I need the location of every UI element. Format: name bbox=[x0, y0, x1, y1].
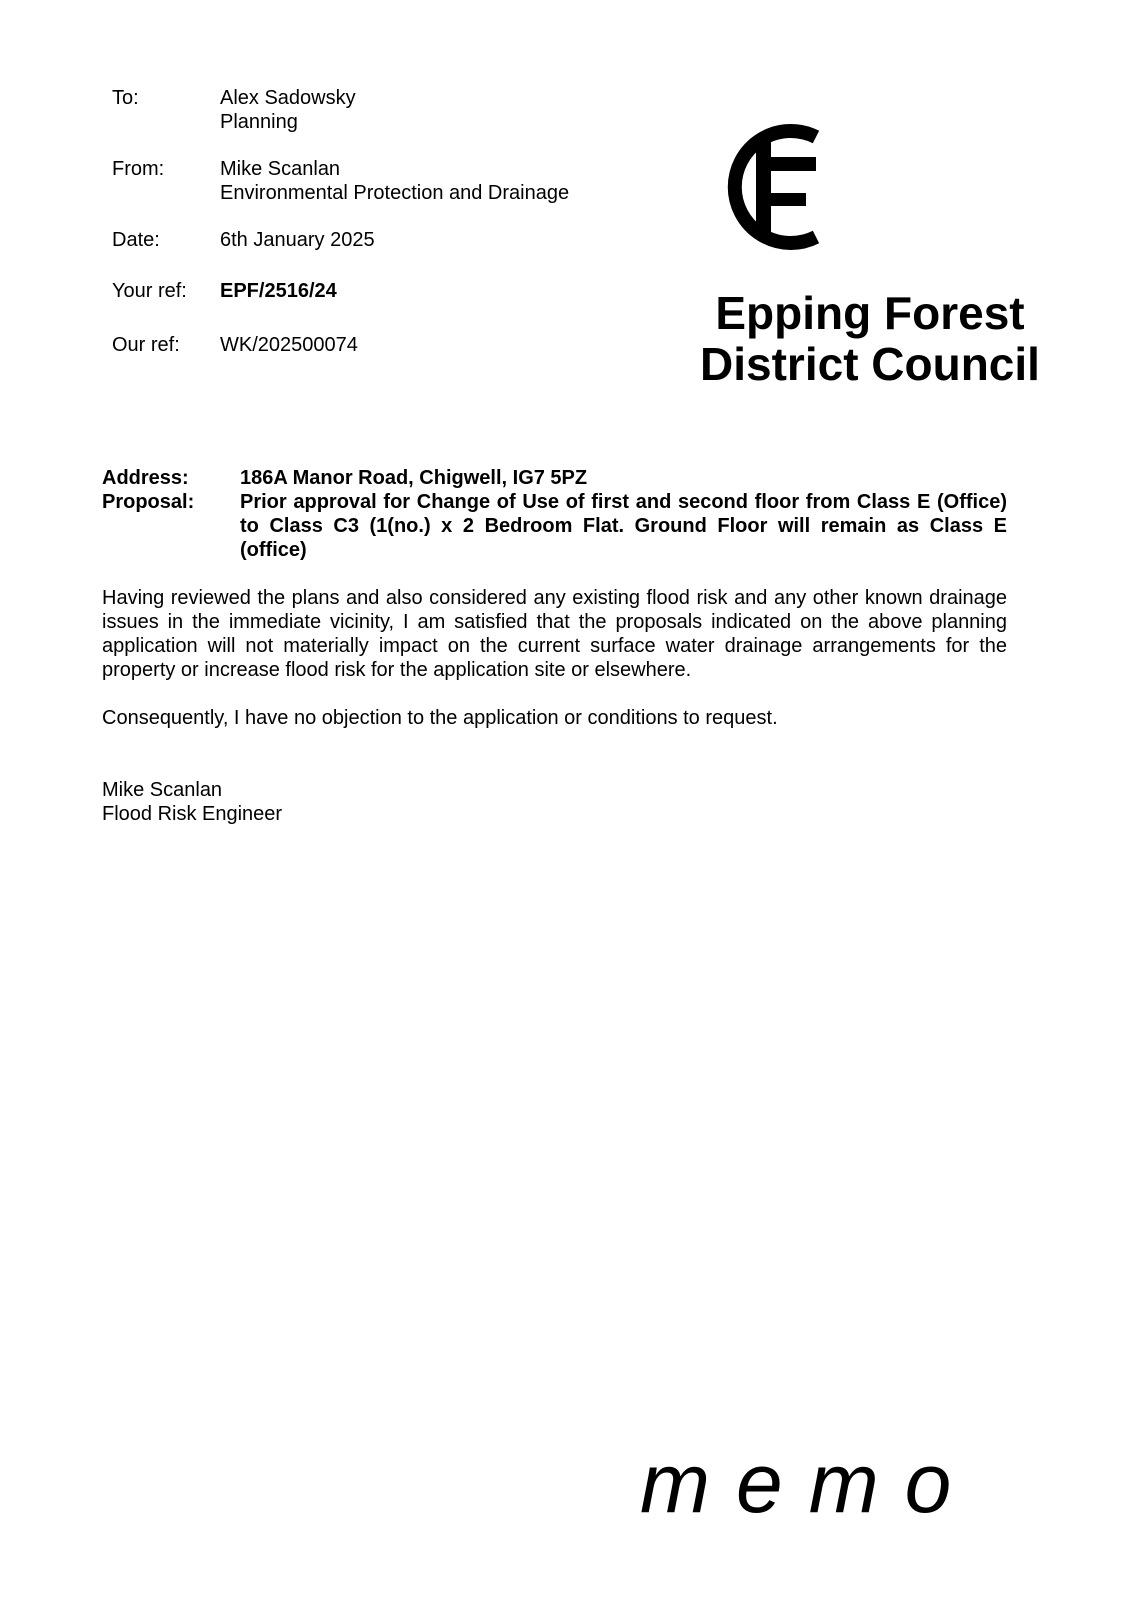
council-name-line1: Epping Forest bbox=[715, 287, 1025, 339]
signature-title: Flood Risk Engineer bbox=[102, 803, 283, 825]
our-ref-label: Our ref: bbox=[112, 334, 180, 356]
body-paragraph-1: Having reviewed the plans and also considered any existing flood risk and any other known drainage issues in the immediate vicinity, I am satisfied that the proposals indicated on the above planning application will not materially impact on the current surface water drainage arrangements for the property or increase flood risk for the application site or elsewhere. bbox=[102, 587, 1007, 681]
our-ref-value: WK/202500074 bbox=[220, 334, 358, 356]
subject-block bbox=[102, 466, 1007, 562]
epping-forest-logo-icon bbox=[712, 117, 832, 257]
date-value: 6th January 2025 bbox=[220, 229, 375, 251]
council-name-line2: District Council bbox=[700, 338, 1040, 390]
date-label: Date: bbox=[112, 229, 160, 251]
proposal-row bbox=[102, 490, 1007, 562]
to-name: Alex Sadowsky bbox=[220, 87, 356, 109]
memo-footer: memo bbox=[640, 1436, 978, 1530]
body-paragraph-2: Consequently, I have no objection to the application or conditions to request. bbox=[102, 707, 778, 729]
your-ref-label: Your ref: bbox=[112, 280, 187, 302]
address-value: 186A Manor Road, Chigwell, IG7 5PZ bbox=[240, 467, 588, 489]
address-row bbox=[102, 466, 1007, 490]
council-name bbox=[690, 288, 1050, 390]
your-ref-value: EPF/2516/24 bbox=[220, 280, 337, 302]
address-label: Address: bbox=[102, 467, 189, 489]
proposal-label: Proposal: bbox=[102, 491, 195, 513]
signature-block bbox=[102, 778, 282, 826]
from-label: From: bbox=[112, 158, 165, 180]
to-dept: Planning bbox=[220, 111, 298, 133]
from-name: Mike Scanlan bbox=[220, 158, 341, 180]
from-dept: Environmental Protection and Drainage bbox=[220, 182, 570, 204]
proposal-value: Prior approval for Change of Use of first and second floor from Class E (Office) to Class C3 (1(no.) x 2 Bedroom Flat. Ground Floor will remain as Class E (office) bbox=[240, 491, 1007, 561]
to-label: To: bbox=[112, 87, 139, 109]
signature-name: Mike Scanlan bbox=[102, 779, 223, 801]
